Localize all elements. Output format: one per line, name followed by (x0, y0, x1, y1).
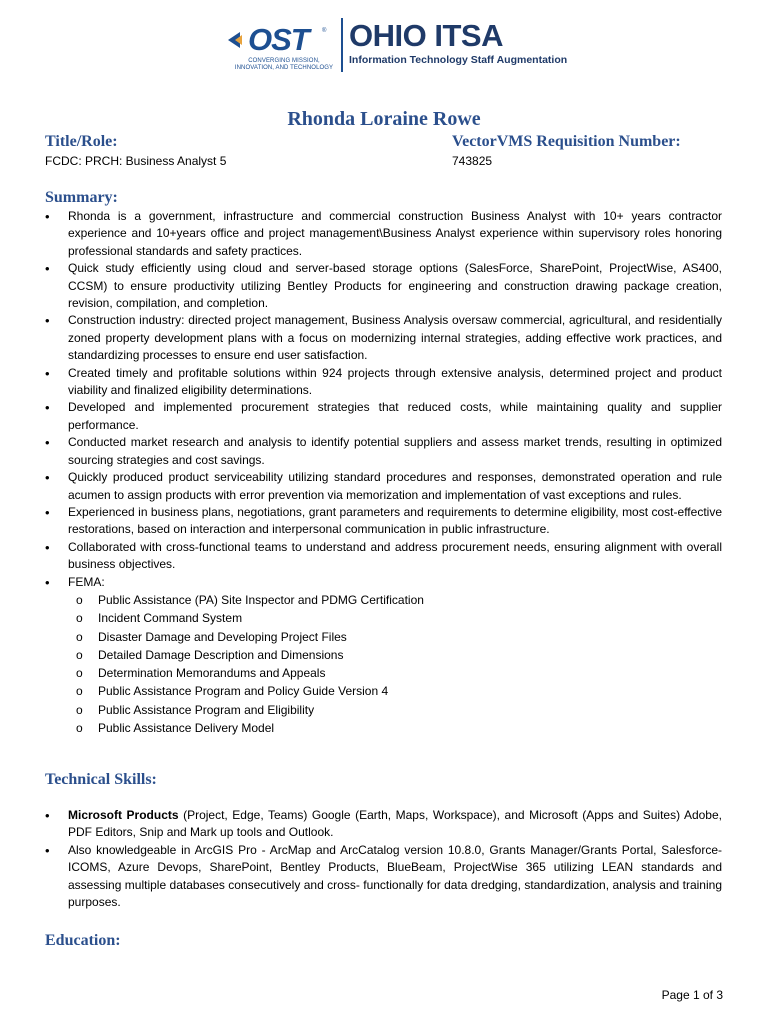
summary-bullet: • Rhonda is a government, infrastructure and commercial construction Business Analyst with 10+ years contractor experience and 10+years office and project management\Business Analyst experience within supervisory roles honoring professional standards and safety practices. (45, 208, 722, 260)
summary-list (45, 208, 722, 591)
skills-bullet-text: (Project, Edge, Teams) Google (Earth, Maps, Workspace), and Microsoft (Apps and Suites) Adobe, PDF Editors, Snip and Mark up tools and Outlook. (68, 808, 722, 840)
technical-skills-list (45, 807, 722, 911)
fema-item: o Detailed Damage Description and Dimensions (68, 646, 722, 664)
page-number: Page 1 of 3 (661, 988, 723, 1002)
itsa-title: OHIO ITSA (349, 18, 503, 53)
fema-item: o Disaster Damage and Developing Project Files (68, 628, 722, 646)
summary-section (45, 208, 722, 737)
fema-item: o Incident Command System (68, 609, 722, 627)
fema-item: o Public Assistance Delivery Model (68, 719, 722, 737)
summary-heading: Summary: (45, 189, 118, 206)
ost-logo-text: OST (248, 22, 309, 57)
document-header (0, 14, 768, 76)
summary-bullet: • Conducted market research and analysis to identify potential suppliers and assess market trends, resulting in optimized sourcing strategies and cost savings. (45, 434, 722, 469)
summary-bullet: • Collaborated with cross-functional teams to understand and address procurement needs, ensuring alignment with overall business objectives. (45, 539, 722, 574)
summary-bullet: • Construction industry: directed project management, Business Analysis oversaw commercial, agricultural, and residentially zoned property development plans with a focus on modernizing internal strategies, adding effective work practices, and standardizing processes to ensure end user satisfaction. (45, 312, 722, 364)
skills-bullet (45, 807, 722, 842)
technical-skills-section (45, 807, 722, 911)
ost-tagline: CONVERGING MISSION, INNOVATION, AND TECHNOLOGY (234, 58, 334, 71)
title-role-value: FCDC: PRCH: Business Analyst 5 (45, 154, 227, 168)
requisition-heading: VectorVMS Requisition Number: (452, 133, 681, 150)
skills-bold-label: Microsoft Products (68, 808, 179, 822)
fema-item: o Public Assistance Program and Policy Guide Version 4 (68, 682, 722, 700)
summary-bullet: • Created timely and profitable solutions within 924 projects through extensive analysis, determined project and product viability and finalized eligibility determinations. (45, 365, 722, 400)
skills-bullet: • Also knowledgeable in ArcGIS Pro - ArcMap and ArcCatalog version 10.8.0, Grants Manager/Grants Portal, Salesforce-ICOMS, Azure Devops, SharePoint, Bentley Products, BlueBeam, ProjectWise 365 utilizing LEAN standards and assessing multiple databases consecutively and cross- functionally for data dredging, standardization, analysis and training purposes. (45, 842, 722, 912)
ost-arrow-icon (228, 30, 250, 50)
summary-bullet: • Experienced in business plans, negotiations, grant parameters and requirements to determine eligibility, most cost-effective restorations, based on interaction and interpersonal communication in public infrastructure. (45, 504, 722, 539)
ost-logo (228, 22, 336, 80)
fema-label: FEMA: (68, 574, 105, 589)
technical-skills-heading: Technical Skills: (45, 771, 157, 788)
ost-registered-mark: ® (322, 28, 327, 34)
itsa-subtitle: Information Technology Staff Augmentation (349, 54, 568, 66)
requisition-value: 743825 (452, 154, 493, 168)
summary-bullet-fema (45, 574, 722, 591)
candidate-name: Rhonda Loraine Rowe (287, 108, 481, 130)
title-role-heading: Title/Role: (45, 133, 118, 150)
fema-item: o Determination Memorandums and Appeals (68, 664, 722, 682)
summary-bullet: • Developed and implemented procurement strategies that reduced costs, while maintaining quality and supplier performance. (45, 399, 722, 434)
summary-bullet: • Quick study efficiently using cloud and server-based storage options (SalesForce, SharePoint, ProjectWise, AS400, CCSM) to ensure productivity utilizing Bentley Products for engineering and construction drawing package creation, revision, compilation, and completion. (45, 260, 722, 312)
logo-divider (341, 18, 343, 72)
summary-bullet: • Quickly produced product serviceability utilizing standard procedures and responses, demonstrated operation and rule acumen to assign products with error prevention via memorization and implementation of vast exceptions and rules. (45, 469, 722, 504)
fema-item: o Public Assistance Program and Eligibility (68, 701, 722, 719)
fema-item: o Public Assistance (PA) Site Inspector and PDMG Certification (68, 591, 722, 609)
education-heading: Education: (45, 932, 121, 949)
fema-list (45, 591, 722, 737)
